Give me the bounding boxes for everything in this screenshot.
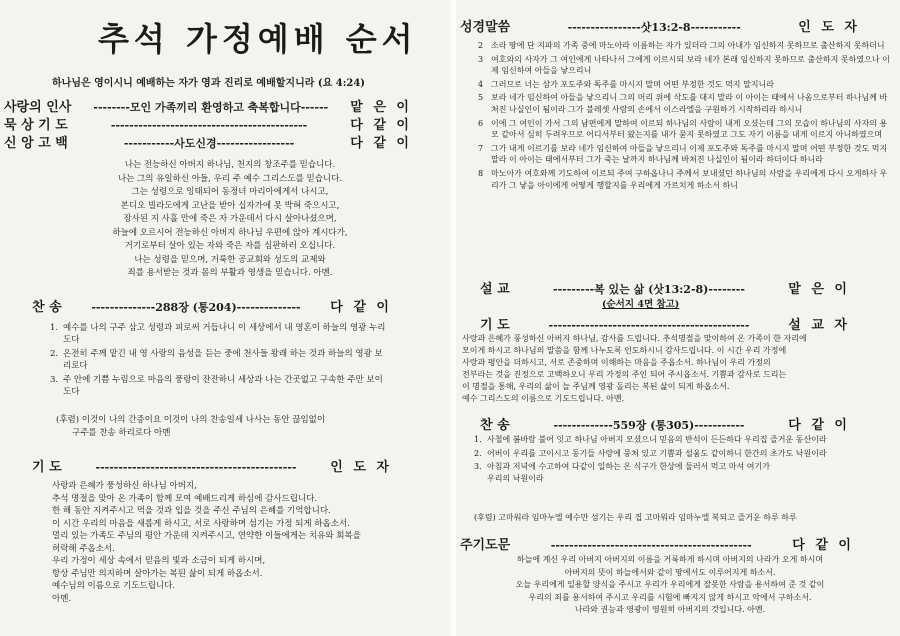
lords-prayer-leader: 다 같 이 [792,538,854,553]
hymn2-refrain: (후렴) 고마워라 임마누엘 예수만 섬기는 우리 집 고마워라 임마누엘 복되고 즐거운 하루 하루 [474,513,797,522]
hymn-number: --------------288장 (통204)-------------- [91,301,301,314]
scripture-verse: 3 여호와의 사자가 그 여인에게 나타나서 그에게 이르시되 보라 네가 본래 임신하지 못하므로 출산하지 못하였으나 이제 임신하여 아들을 낳으리니 [478,54,890,76]
hymn1-header [32,296,392,315]
scripture-verse: 4 그러므로 너는 삼가 포도주와 독주를 마시지 말며 어떤 부정한 것도 먹지 말지니라 [478,79,774,89]
creed-line: 나는 전능하신 아버지 하나님, 천지의 창조주를 믿습니다. [124,160,336,170]
prayer-leader: 인 도 자 [330,460,392,475]
page-subtitle: 하나님은 영이시니 예배하는 자가 영과 진리로 예배할지니라 (요 4:24) [52,78,366,89]
order-silent-prayer [4,114,412,133]
sermon-title: ---------복 있는 삶 (삿13:2-8)-------- [553,283,745,296]
order-leader: 맡 은 이 [350,100,412,115]
reading-leader: 인 도 자 [798,20,860,35]
order-label: 신 앙 고 백 [4,136,68,151]
reading-label: 성경말씀 [460,20,511,35]
hymn-label: 찬 송 [32,300,62,315]
hymn2-header [480,414,850,433]
order-leader: 다 같 이 [350,136,412,151]
prayer-divider: -------------------------------------------- [95,461,297,474]
hymn-leader: 다 같 이 [788,418,850,433]
scripture-verse: 6 이에 그 여인이 가서 그의 남편에게 말하여 이르되 하나님의 사람이 내게 오셨는데 그의 모습이 하나님의 사자의 용모 같아서 심히 두려우므로 어디서부터 왔는지를 내가 묻지 못하였고 그도 자기 이름을 내게 이르지 아니하였으며 [478,118,888,140]
verse: 1. 사철에 봄바람 불어 잇고 하나님 아버지 모셨으니 믿음의 반석이 든든하다 우리집 즐거운 동산이라 [474,435,827,444]
hymn-label: 찬 송 [480,418,510,433]
verse: 3. 주 안에 기쁨 누림으로 마음의 풍랑이 잔잔하니 세상과 나는 간곳없고 구속한 주만 보이도다 [50,375,383,397]
apostles-creed [40,159,420,281]
hymn2-verses [474,434,874,486]
reading-header [460,16,860,35]
verse: 2. 온전히 주께 맡긴 내 영 사랑의 음성을 듣는 중에 천사들 왕래 하는 것과 하늘의 영광 보리로다 [50,349,383,371]
creed-line: 그는 성령으로 잉태되어 동정녀 마리아에게서 나시고, [131,187,329,197]
lords-prayer-header [460,534,854,553]
order-label: 묵 상 기 도 [4,118,68,133]
sermon-leader: 맡 은 이 [788,282,850,297]
prayer1-header [32,456,392,475]
prayer-divider: -------------------------------------------- [548,319,750,332]
prayer2-text: 사랑과 은혜가 풍성하신 아버지 하나님, 감사를 드립니다. 추석명절을 맞이하여 온 가족이 한 자리에 모이게 하시고 하나님의 말씀을 함께 나누도록 인도하시니 감사드립니다. 이 시간 우리 가정에 사랑과 평안을 더하시고, 서로 존중하며 이해하는 마음을 주옵소서. 하나님이 우리 가정의 전부라는 것을 진정으로 고백하오니 우리 가정의 주인 되어 주시옵소서. 기쁨과 감사로 드리는 이 명절을 통해, 우리의 삶이 늘 주님께 영광 돌리는 복된 삶이 되게 하옵소서. 예수 그리스도의 이름으로 기도드립니다. 아멘. [462,334,807,403]
lords-prayer-divider: -------------------------------------------- [550,539,752,552]
creed-line: 죄를 용서받는 것과 몸의 부활과 영생을 믿습니다. 아멘. [127,268,333,278]
order-confession [4,132,412,151]
lords-prayer-label: 주기도문 [460,538,511,553]
order-label: 사랑의 인사 [4,100,72,115]
creed-line: 나는 그의 유일하신 아들, 우리 주 예수 그리스도를 믿습니다. [117,173,343,184]
verse: 3. 아침과 저녁에 수고하여 다같이 일하는 온 식구가 한상에 둘러서 먹고 마셔 여기가 [474,462,770,471]
creed-line: 본디오 빌라도에게 고난을 받아 십자가에 못 박혀 죽으시고, [120,200,340,211]
scripture-verse: 2 소라 땅에 단 지파의 가족 중에 마노아라 이름하는 자가 있더라 그의 아내가 임신하지 못하므로 출산하지 못하더니 [478,41,885,50]
scripture-verse: 7 그가 내게 이르기를 보라 네가 임신하여 아들을 낳으리니 이제 포도주와 독주를 마시지 말며 어떤 부정한 것도 먹지 말라 이 아이는 태에서부터 그가 죽는 날까지 하나님께 바쳐진 나실인이 됨이라 하더이다 하니라 [478,143,888,165]
verse: 2. 어버이 우리를 고이시고 동기들 사랑에 뭉쳐 있고 기쁨과 설움도 같이하니 한간의 초가도 낙원이라 [474,448,827,458]
prayer-leader: 설 교 자 [788,318,850,333]
scripture-verse: 8 마노아가 여호와께 기도하여 이르되 주여 구하옵나니 주께서 보내셨던 하나님의 사람을 우리에게 다시 오게하사 우리가 그 낳을 아이에게 어떻게 행할지를 우리에게 가르치게 하소서 하니 [478,168,888,190]
page-title: 추석 가정예배 순서 [98,20,418,58]
scripture-verses [478,40,890,193]
order-greeting [4,96,412,115]
prayer1-text: 사랑과 은혜가 풍성하신 하나님 아버지, 추석 명절을 맞아 온 가족이 함께 모여 예배드리게 하심에 감사드립니다. 한 해 동안 지켜주시고 먹을 것과 입을 것을 주신 주님의 은혜를 기억합니다. 이 시간 우리의 마음을 새롭게 하시고, 서로 사랑하며 섬기는 가정 되게 하옵소서. 멀리 있는 가족도 주님의 평안 가운데 지켜주시고, 연약한 이들에게는 치유와 회복을 허락해 주옵소서. 우리 가정이 세상 속에서 믿음의 빛과 소금이 되게 하시며, 항상 주님만 의지하며 살아가는 복된 삶이 되게 하옵소서. 예수님의 이름으로 기도드립니다. 아멘. [52,481,361,604]
hymn-number: -------------559장 (통305)----------- [553,419,745,432]
scripture-verse: 5 보라 네가 임신하여 아들을 낳으리니 그의 머리 위에 삭도를 대지 말라 이 아이는 태에서 나옴으로부터 하나님께 바쳐진 나실인이 됨이라 그가 블레셋 사람의 손에서 이스라엘을 구원하기 시작하리라 하시니 [478,93,888,114]
verse: 1. 예수를 나의 구주 삼고 성령과 피로써 거듭나니 이 세상에서 내 영혼이 하늘의 영광 누리도다 [50,323,386,345]
hymn1-verses [50,322,390,400]
hymn-leader: 다 같 이 [330,300,392,315]
order-detail: -----------사도신경----------------- [123,137,295,150]
order-detail: ------------------------------------------- [110,119,308,132]
verse-continued: 우리의 낙원이라 [487,473,544,483]
creed-line: 하늘에 오르시어 전능하신 아버지 하나님 우편에 앉아 계시다가, [112,227,348,238]
sermon-header [480,278,850,297]
hymn1-refrain: (후렴) 이것이 나의 간증이요 이것이 나의 찬송일세 나사는 동안 끊임없이 구주를 찬송 하리로다 아멘 [56,415,326,438]
order-leader: 다 같 이 [350,118,412,133]
prayer-label: 기 도 [32,460,62,475]
creed-line: 거기로부터 살아 있는 자와 죽은 자를 심판하러 오십니다. [124,241,336,251]
prayer-label: 기 도 [480,318,510,333]
prayer2-header [480,314,850,333]
sermon-note: (순서지 4면 참고) [602,299,680,310]
order-detail: --------모인 가족끼리 환영하고 축복합니다------ [93,101,329,114]
sermon-label: 설 교 [480,282,510,297]
reading-passage: ----------------삿13:2-8----------- [567,21,741,34]
creed-line: 나는 성령을 믿으며, 거룩한 공교회와 성도의 교제와 [134,254,326,265]
lords-prayer-text: 하늘에 계신 우리 아버지 아버지의 이름을 거룩하게 하시며 아버지의 나라가 오게 하시며 아버지의 뜻이 하늘에서와 같이 땅에서도 이루어지게 하소서. 오늘 우리에게 일용할 양식을 주시고 우리가 우리에게 잘못한 사람을 용서하여 준 것 같이 우리의 죄를 용서하여 주시고 우리를 시험에 빠지지 않게 하시고 악에서 구하소서. 나라와 권능과 영광이 영원히 아버지의 것입니다. 아멘. [515,555,825,615]
right-column [456,0,900,636]
creed-line: 장사된 지 사흘 만에 죽은 자 가운데서 다시 살아나셨으며, [123,214,337,224]
